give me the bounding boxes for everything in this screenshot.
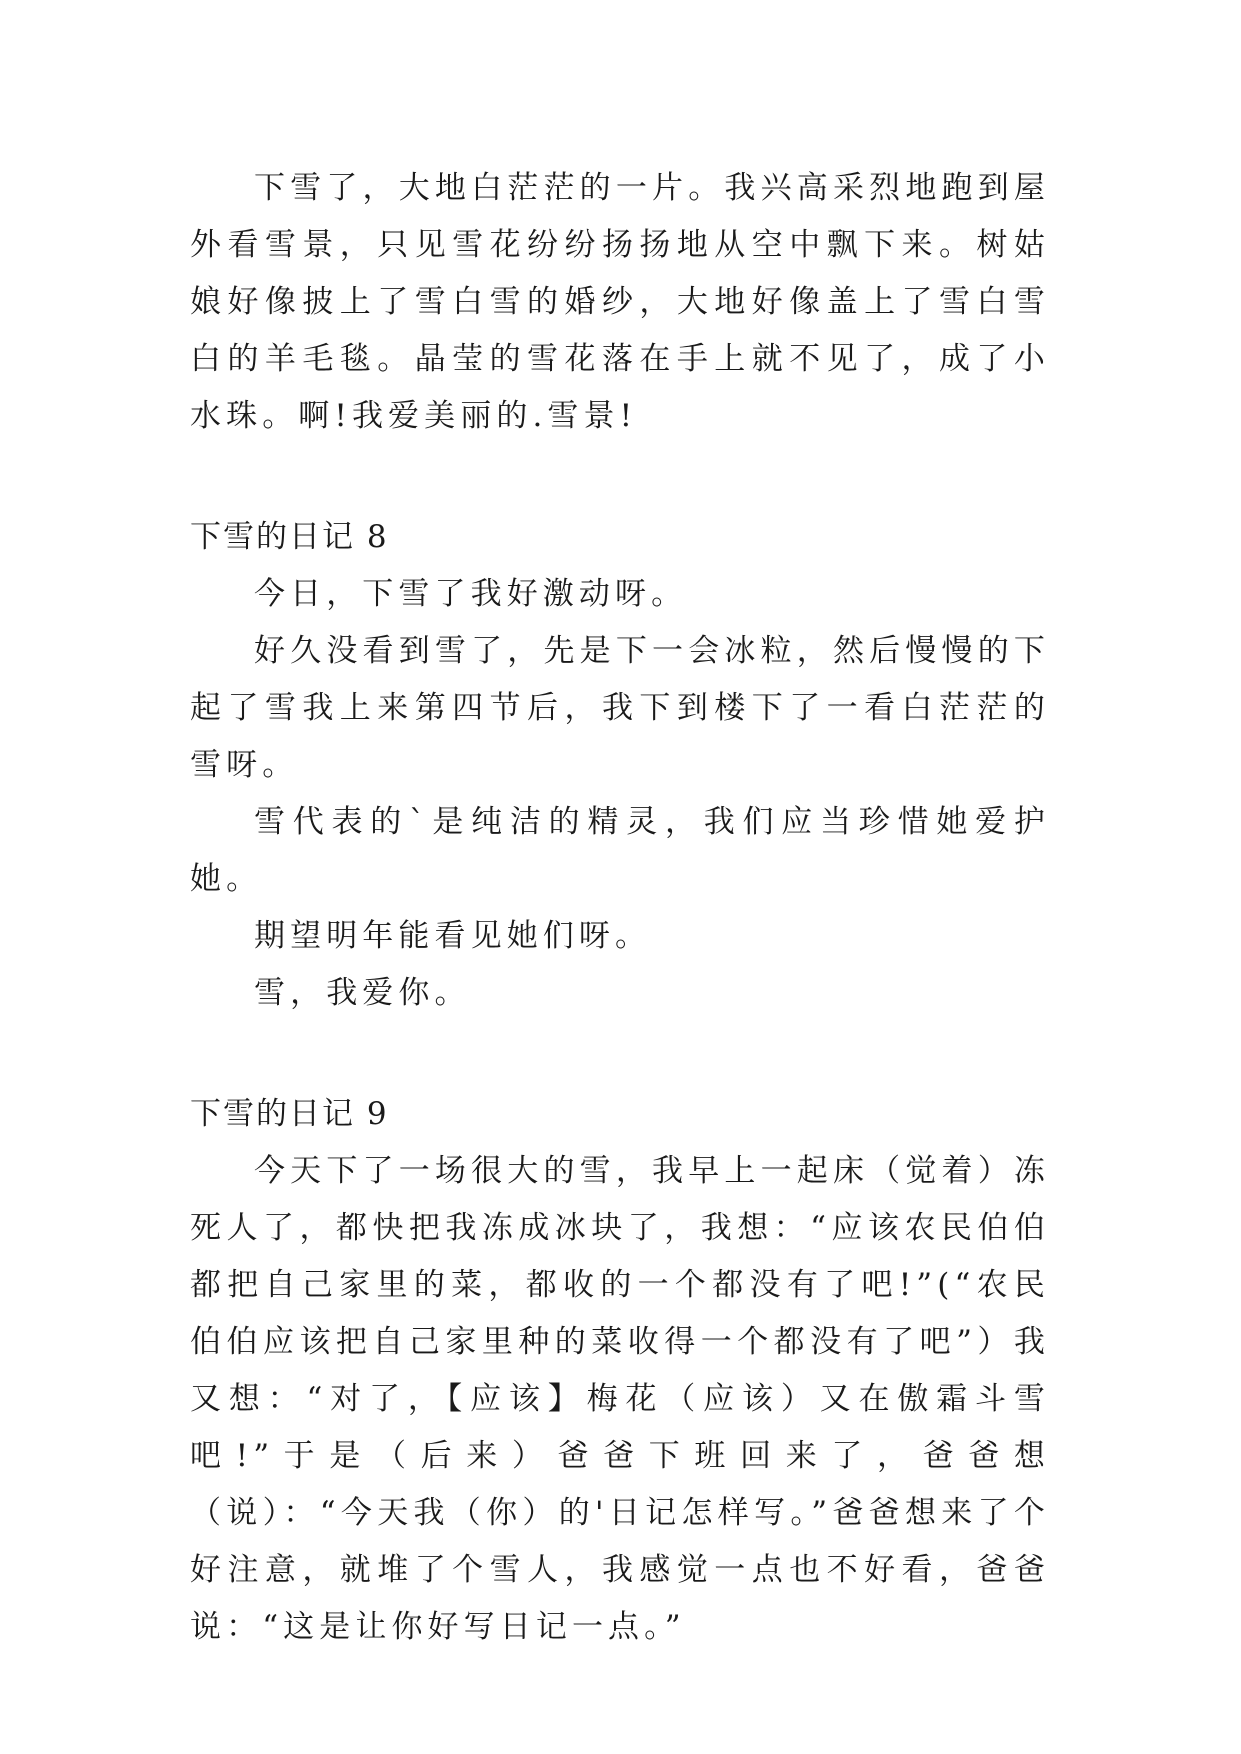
diary-9-paragraph-1: 今天下了一场很大的雪，我早上一起床（觉着）冻死人了，都快把我冻成冰块了，我想：“应该农民伯伯都把自己家里的菜，都收的一个都没有了吧!”(“农民伯伯应该把自己家里种的菜收得一个都没有了吧”）我又想：“对了，【应该】梅花（应该）又在傲霜斗雪吧!”于是（后来）爸爸下班回来了，爸爸想（说）：“今天我（你）的'日记怎样写。”爸爸想来了个好注意，就堆了个雪人，我感觉一点也不好看，爸爸说：“这是让你好写日记一点。” [190,1153,1050,1645]
document-page [190,160,1050,1656]
diary-8-paragraph-3: 雪代表的`是纯洁的精灵，我们应当珍惜她爱护她。 [190,804,1050,897]
section-gap [190,1022,1050,1086]
diary-8-paragraph-5: 雪，我爱你。 [254,975,471,1011]
section-gap [190,445,1050,509]
diary-8-paragraph-2: 好久没看到雪了，先是下一会冰粒，然后慢慢的下起了雪我上来第四节后，我下到楼下了一看白茫茫的雪呀。 [190,633,1050,783]
diary-8-paragraph-1: 今日，下雪了我好激动呀。 [254,576,688,612]
diary-8-paragraph-4: 期望明年能看见她们呀。 [254,918,652,954]
paragraph-snow-scene: 下雪了，大地白茫茫的一片。我兴高采烈地跑到屋外看雪景，只见雪花纷纷扬扬地从空中飘下来。树姑娘好像披上了雪白雪的婚纱，大地好像盖上了雪白雪白的羊毛毯。晶莹的雪花落在手上就不见了，成了小水珠。啊!我爱美丽的.雪景! [190,170,1050,434]
diary-title-9: 下雪的日记 9 [190,1096,389,1132]
diary-title-8: 下雪的日记 8 [190,519,389,555]
